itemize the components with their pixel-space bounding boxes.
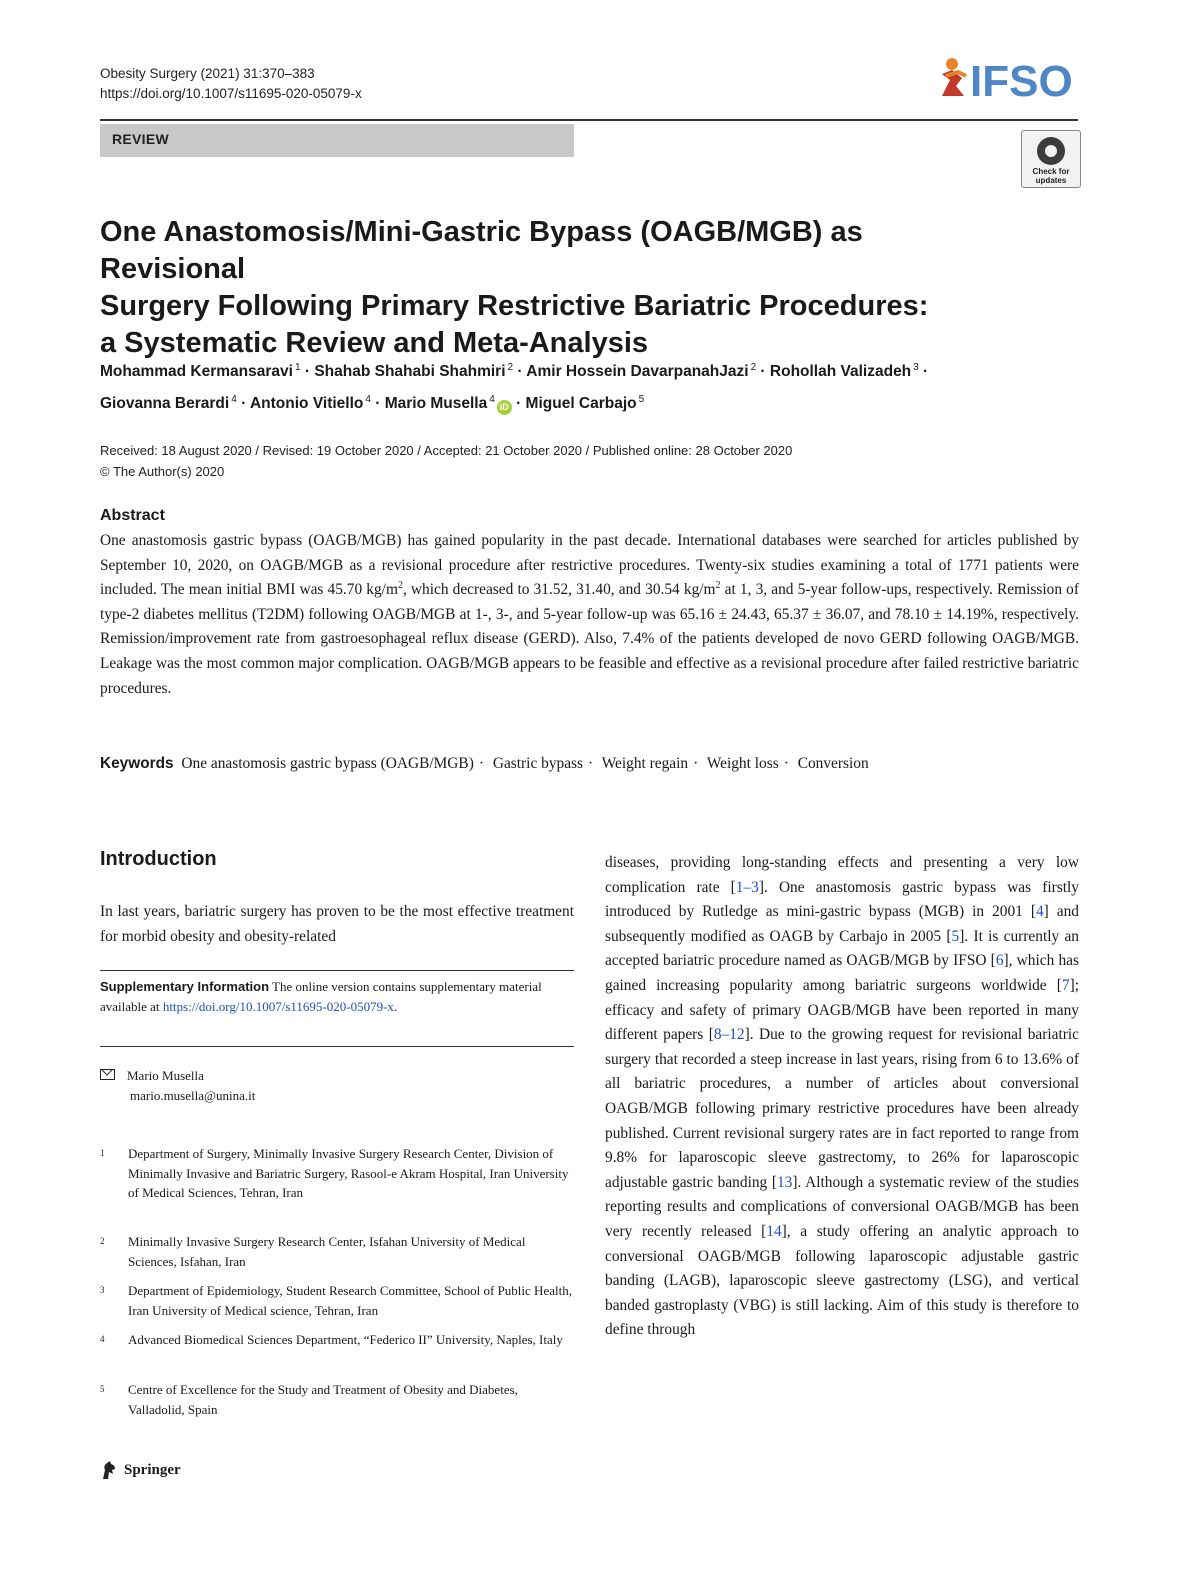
keyword: Weight regain <box>601 755 689 772</box>
section-band <box>100 124 574 157</box>
keyword-separator: · <box>783 755 789 772</box>
supplementary-label: Supplementary Information <box>100 979 270 994</box>
author-affiliation: 5 <box>638 394 645 405</box>
citation-link[interactable]: 8–12 <box>713 1026 745 1044</box>
journal-volume: Obesity Surgery (2021) 31:370–383 <box>100 66 315 81</box>
supplementary-text: The online version contains supplementary material available at <box>100 979 542 1014</box>
ifso-logo <box>936 56 1082 102</box>
abstract-part: One anastomosis gastric bypass (OAGB/MGB) has gained popularity in the past decade. International databases were searched for articles published by September 10, 2020, on OAGB/MGB as a revisional procedure after restrictive procedures. Twenty-six studies examining a total of 1771 patients were included. The mean initial BMI was 45.70 kg/m <box>100 532 1079 599</box>
publication-dates <box>100 440 1080 482</box>
keyword-separator: · <box>588 755 594 772</box>
orcid-icon[interactable]: iD <box>497 400 512 415</box>
body-text-run: ], which has gained increasing popularity among bariatric surgeons worldwide [ <box>605 952 1079 994</box>
corresponding-email[interactable]: mario.musella@unina.it <box>130 1087 256 1103</box>
citation-link[interactable]: 14 <box>766 1222 782 1240</box>
affiliation <box>100 1232 574 1271</box>
author-list: Mohammad Kermansaravi $^1$ · Shahab Shahabi Shahmiri $^2$ · Amir Hossein DavarpanahJazi $^2$ · Rohollah Valizadeh $^3$ · Giovanna Berardi $^4$ · Antonio Vitiello $^4$ · Mario Musella $^4$iD · Miguel Carbajo $^5$ <box>100 354 1080 418</box>
author-name[interactable]: Amir Hossein DavarpanahJazi <box>526 363 749 380</box>
keyword: Gastric bypass <box>492 755 584 772</box>
abstract-heading: Abstract <box>100 507 165 524</box>
check-updates-label: Check for updates <box>1032 167 1070 185</box>
author-affiliation: 1 <box>294 362 301 373</box>
author-name[interactable]: Mohammad Kermansaravi <box>100 363 293 380</box>
author-affiliation: 4 <box>231 394 237 405</box>
affiliation-number: 4 <box>100 1334 105 1344</box>
body-text-run: ], a study offering an analytic approach to conversional OAGB/MGB following laparoscopic adjustable gastric banding (LAGB), laparoscopic sleeve gastrectomy (LSG), and vertical banded gastroplasty (VBG) is still lacking. Aim of this study is therefore to define through <box>605 1222 1079 1339</box>
author-affiliation: 4 <box>489 394 495 405</box>
superscript: 2 <box>397 580 403 592</box>
body-text-run: ]. Due to the growing request for revisional bariatric surgery that recorded a steep increase in last years, rising from 6 to 13.6% of all bariatric procedures, a number of articles about conversional OAGB/MGB following primary restrictive procedures have been already published. Current revisional surgery rates are in fact reported to range from 9.8% for laparoscopic sleeve gastrectomy, to 26% for laparoscopic adjustable gastric banding [ <box>605 1026 1079 1191</box>
body-text-run: ]. Although a systematic review of the studies reporting results and complications of conversional OAGB/MGB has been very recently released [ <box>605 1173 1079 1240</box>
superscript: 2 <box>715 580 721 592</box>
author-name[interactable]: Mario Musella <box>384 395 488 412</box>
journal-citation <box>100 64 362 104</box>
section-label: REVIEW <box>112 131 170 147</box>
affiliation <box>100 1281 574 1320</box>
dates-line: Received: 18 August 2020 / Revised: 19 October 2020 / Accepted: 21 October 2020 / Published online: 28 October 2020 <box>100 443 793 458</box>
abstract-part: , which decreased to 31.52, 31.40, and 30.54 kg/m <box>402 581 716 599</box>
affiliation-number: 2 <box>100 1236 105 1246</box>
author-name[interactable]: Antonio Vitiello <box>249 395 364 412</box>
body-text-run: diseases, providing long-standing effects and presenting a very low complication rate [ <box>605 854 1079 896</box>
envelope-icon <box>100 1069 115 1080</box>
publisher-name: Springer <box>124 1461 181 1478</box>
body-text-run: ]. It is currently an accepted bariatric procedure named as OAGB/MGB by IFSO [ <box>605 927 1079 970</box>
doi-link[interactable]: https://doi.org/10.1007/s11695-020-05079-x <box>100 86 362 101</box>
supplementary-link[interactable]: https://doi.org/10.1007/s11695-020-05079-x <box>162 998 394 1014</box>
keyword-separator: · <box>478 755 484 772</box>
keyword-separator: · <box>693 755 699 772</box>
author-affiliation: 3 <box>913 362 919 373</box>
springer-horse-icon <box>100 1460 118 1480</box>
body-text-run: ]; efficacy and safety of primary OAGB/MGB have been reported in many different papers [ <box>605 976 1079 1044</box>
author-name[interactable]: Giovanna Berardi <box>100 395 230 412</box>
title-line: a Systematic Review and Meta-Analysis <box>100 327 649 359</box>
keyword: Conversion <box>797 755 869 772</box>
body-text-run: ] and subsequently modified as OAGB by Carbajo in 2005 [ <box>605 903 1079 945</box>
author-affiliation: 4 <box>365 394 371 405</box>
citation-link[interactable]: 7 <box>1061 976 1070 994</box>
citation-link[interactable]: 1–3 <box>735 878 759 896</box>
keywords-label: Keywords <box>100 755 174 772</box>
supplementary-note <box>100 977 574 1016</box>
author-name[interactable]: Rohollah Valizadeh <box>769 363 912 380</box>
author-name[interactable]: Shahab Shahabi Shahmiri <box>314 363 506 380</box>
introduction-heading: Introduction <box>100 848 217 870</box>
affiliation-text: Department of Surgery, Minimally Invasive Surgery Research Center, Division of Minimally Invasive and Bariatric Surgery, Rasool-e Akram Hospital, Iran University of Medical Sciences, Tehran, Iran <box>128 1146 569 1200</box>
citation-link[interactable]: 4 <box>1035 903 1044 921</box>
supplementary-end: . <box>393 998 398 1014</box>
citation-link[interactable]: 5 <box>951 927 960 945</box>
logo-text: IFSO <box>970 57 1073 102</box>
affiliation <box>100 1330 574 1350</box>
keywords <box>100 752 1079 776</box>
title-line: Surgery Following Primary Restrictive Bariatric Procedures: <box>100 290 929 322</box>
body-text-run: ]. One anastomosis gastric bypass was firstly introduced by Rutledge as mini-gastric bypass (MGB) in 2001 [ <box>605 878 1079 921</box>
abstract-text <box>100 529 1079 701</box>
citation-link[interactable]: 13 <box>776 1173 793 1191</box>
footnote-rule <box>100 970 574 971</box>
affiliation-text: Minimally Invasive Surgery Research Center, Isfahan University of Medical Sciences, Isfahan, Iran <box>128 1234 526 1269</box>
citation-link[interactable]: 6 <box>995 952 1004 970</box>
keyword: One anastomosis gastric bypass (OAGB/MGB) <box>181 755 474 772</box>
abstract-part: at 1, 3, and 5-year follow-ups, respectively. Remission of type-2 diabetes mellitus (T2DM) following OAGB/MGB at 1-, 3-, and 5-year follow-up was 65.16 ± 24.43, 65.37 ± 36.07, and 78.10 ± 14.19%, respectively. Remission/improvement rate from gastroesophageal reflux disease (GERD). Also, 7.4% of the patients developed de novo GERD following OAGB/MGB. Leakage was the most common major complication. OAGB/MGB appears to be feasible and effective as a revisional procedure after failed restrictive bariatric procedures. <box>100 581 1079 697</box>
runner-icon <box>942 58 966 96</box>
author-affiliation: 2 <box>750 362 757 373</box>
publisher-logo <box>100 1460 181 1480</box>
update-icon <box>1037 137 1065 165</box>
footnote-rule <box>100 1046 574 1047</box>
corresponding-author <box>100 1066 574 1105</box>
corresponding-name: Mario Musella <box>127 1068 204 1083</box>
affiliation-text: Centre of Excellence for the Study and Treatment of Obesity and Diabetes, Valladolid, Spain <box>128 1382 518 1417</box>
introduction-text-right <box>605 851 1079 1343</box>
affiliation-text: Advanced Biomedical Sciences Department, “Federico II” University, Naples, Italy <box>128 1332 563 1347</box>
check-for-updates-badge[interactable] <box>1021 130 1081 188</box>
author-affiliation: 2 <box>507 362 514 373</box>
keyword: Weight loss <box>706 755 779 772</box>
article-title <box>100 214 1000 362</box>
affiliation-number: 5 <box>100 1384 105 1394</box>
copyright-line: © The Author(s) 2020 <box>100 464 225 479</box>
header-rule <box>100 119 1078 121</box>
affiliation-number: 1 <box>100 1148 105 1158</box>
title-line: One Anastomosis/Mini-Gastric Bypass (OAGB/MGB) as Revisional <box>100 216 863 285</box>
author-name[interactable]: Miguel Carbajo <box>525 395 637 412</box>
affiliation-number: 3 <box>100 1285 105 1295</box>
affiliation <box>100 1380 574 1419</box>
introduction-text-left: In last years, bariatric surgery has proven to be the most effective treatment for morbid obesity and obesity-related <box>100 903 574 945</box>
affiliation-text: Department of Epidemiology, Student Research Committee, School of Public Health, Iran University of Medical science, Tehran, Iran <box>128 1283 572 1318</box>
affiliation <box>100 1144 574 1203</box>
